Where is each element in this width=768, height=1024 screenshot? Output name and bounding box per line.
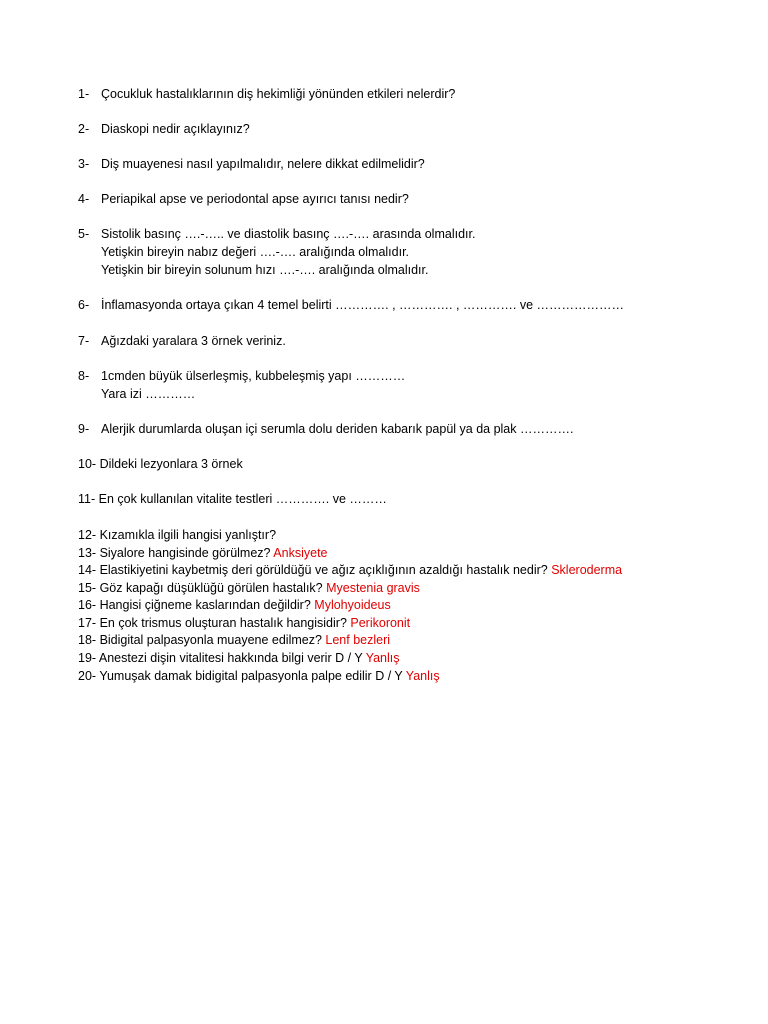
question-text: Anestezi dişin vitalitesi hakkında bilgi verir D / Y bbox=[98, 651, 363, 665]
question-number: 10- bbox=[78, 457, 97, 471]
question-number: 18- bbox=[78, 633, 97, 647]
answer-text: Skleroderma bbox=[551, 563, 623, 577]
question-number: 2- bbox=[78, 122, 90, 136]
question-text: Siyalore hangisinde görülmez? bbox=[99, 546, 271, 560]
question-6 bbox=[78, 297, 624, 313]
answer-text: Anksiyete bbox=[273, 546, 328, 560]
question-number: 9- bbox=[78, 422, 90, 436]
question-text: Alerjik durumlarda oluşan içi serumla dolu deriden kabarık papül ya da plak …………. bbox=[101, 422, 574, 436]
question-number: 16- bbox=[78, 598, 97, 612]
question-19 bbox=[78, 650, 400, 666]
question-text: Kızamıkla ilgili hangisi yanlıştır? bbox=[99, 528, 277, 542]
answer-text: Mylohyoideus bbox=[314, 598, 391, 612]
question-text: Sistolik basınç ….-….. ve diastolik basınç ….-…. arasında olmalıdır. bbox=[101, 227, 476, 241]
question-number: 3- bbox=[78, 157, 90, 171]
question-text: Diaskopi nedir açıklayınız? bbox=[101, 122, 250, 136]
question-5-line-2: Yetişkin bireyin nabız değeri ….-…. aralığında olmalıdır. bbox=[101, 245, 410, 259]
answer-text: Myestenia gravis bbox=[326, 581, 420, 595]
question-text: Elastikiyetini kaybetmiş deri görüldüğü ve ağız açıklığının azaldığı hastalık nedir? bbox=[99, 563, 548, 577]
question-text: Periapikal apse ve periodontal apse ayırıcı tanısı nedir? bbox=[101, 192, 409, 206]
question-16 bbox=[78, 597, 391, 613]
question-10 bbox=[78, 456, 243, 472]
question-text: Bidigital palpasyonla muayene edilmez? bbox=[99, 633, 322, 647]
question-number: 5- bbox=[78, 227, 90, 241]
question-text: En çok trismus oluşturan hastalık hangisidir? bbox=[99, 616, 347, 630]
question-1 bbox=[78, 86, 455, 102]
question-number: 7- bbox=[78, 334, 90, 348]
answer-text: Lenf bezleri bbox=[325, 633, 391, 647]
question-text: Ağızdaki yaralara 3 örnek veriniz. bbox=[101, 334, 286, 348]
question-8 bbox=[78, 368, 405, 384]
question-12 bbox=[78, 527, 276, 543]
question-5 bbox=[78, 226, 475, 242]
question-text: Yumuşak damak bidigital palpasyonla palpe edilir D / Y bbox=[99, 669, 403, 683]
question-3 bbox=[78, 156, 425, 172]
question-text: Dildeki lezyonlara 3 örnek bbox=[99, 457, 243, 471]
question-number: 15- bbox=[78, 581, 97, 595]
question-number: 20- bbox=[78, 669, 97, 683]
question-text: Hangisi çiğneme kaslarından değildir? bbox=[99, 598, 311, 612]
question-15 bbox=[78, 580, 420, 596]
question-number: 1- bbox=[78, 87, 90, 101]
question-17 bbox=[78, 615, 410, 631]
question-2 bbox=[78, 121, 250, 137]
question-number: 4- bbox=[78, 192, 90, 206]
question-number: 13- bbox=[78, 546, 97, 560]
answer-text: Yanlış bbox=[405, 669, 440, 683]
question-text: 1cmden büyük ülserleşmiş, kubbeleşmiş yapı ………… bbox=[101, 369, 406, 383]
question-text: İnflamasyonda ortaya çıkan 4 temel belirti …………. , …………. , …………. ve ………………… bbox=[101, 298, 625, 312]
question-13 bbox=[78, 545, 328, 561]
question-20 bbox=[78, 668, 440, 684]
question-number: 6- bbox=[78, 298, 90, 312]
question-text: Diş muayenesi nasıl yapılmalıdır, nelere dikkat edilmelidir? bbox=[101, 157, 425, 171]
question-18 bbox=[78, 632, 390, 648]
question-11 bbox=[78, 491, 387, 507]
question-number: 11- bbox=[78, 492, 96, 506]
question-number: 12- bbox=[78, 528, 97, 542]
answer-text: Yanlış bbox=[365, 651, 400, 665]
question-9 bbox=[78, 421, 573, 437]
question-number: 19- bbox=[78, 651, 97, 665]
question-number: 14- bbox=[78, 563, 97, 577]
question-text: Göz kapağı düşüklüğü görülen hastalık? bbox=[99, 581, 323, 595]
question-number: 17- bbox=[78, 616, 97, 630]
question-7 bbox=[78, 333, 286, 349]
question-5-line-3: Yetişkin bir bireyin solunum hızı ….-…. aralığında olmalıdır. bbox=[101, 263, 429, 277]
question-8-line-2: Yara izi ………… bbox=[101, 387, 196, 401]
question-text: En çok kullanılan vitalite testleri …………. ve ……… bbox=[98, 492, 387, 506]
question-14 bbox=[78, 562, 622, 578]
question-4 bbox=[78, 191, 409, 207]
answer-text: Perikoronit bbox=[350, 616, 411, 630]
question-text: Çocukluk hastalıklarının diş hekimliği yönünden etkileri nelerdir? bbox=[101, 87, 456, 101]
question-number: 8- bbox=[78, 369, 90, 383]
